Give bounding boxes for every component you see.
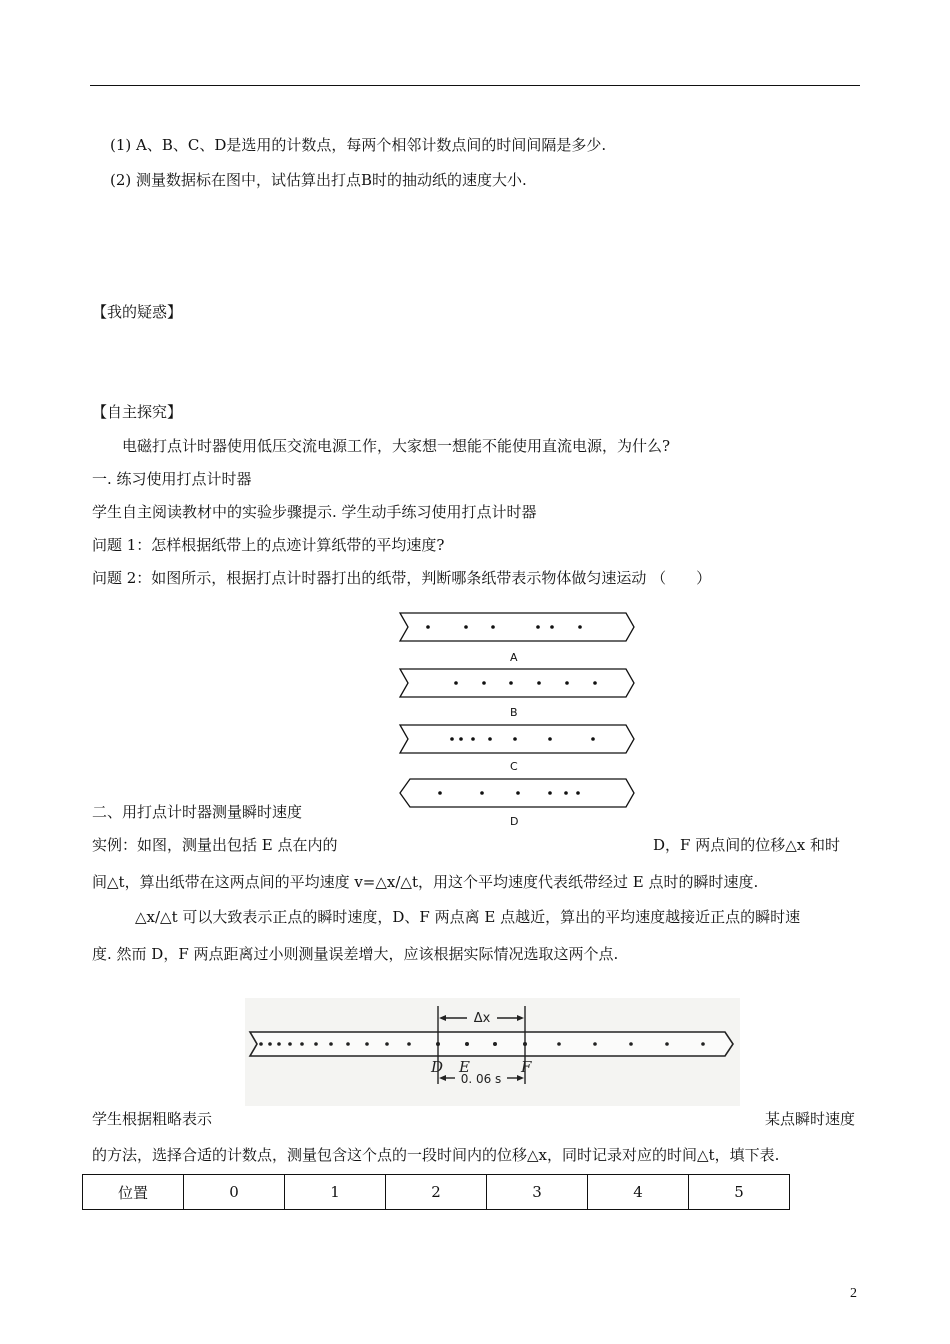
- student-text-b: 某点瞬时速度: [765, 1110, 856, 1128]
- student-text-c: 的方法，选择合适的计数点，测量包含这个点的一段时间内的位移△x，同时记录对应的时间△t，填下表.: [92, 1146, 780, 1164]
- example-text-a: 实例：如图，测量出包括 E 点在内的: [92, 836, 338, 854]
- example-text-b: D，F 两点间的位移△x 和时: [653, 836, 840, 854]
- table-cell: 2: [386, 1175, 487, 1210]
- question-1: (1) A、B、C、D是选用的计数点，每两个相邻计数点间的时间间隔是多少.: [110, 136, 607, 154]
- part1-title: 一. 练习使用打点计时器: [92, 470, 252, 488]
- table-header-cell: 位置: [83, 1175, 184, 1210]
- question-2: (2) 测量数据标在图中，试估算出打点B时的抽动纸的速度大小.: [110, 171, 527, 189]
- dt-label: 0. 06 s: [460, 1072, 502, 1086]
- tape-label-c: C: [510, 760, 518, 773]
- page-number: 2: [850, 1286, 857, 1301]
- point-f-label: F: [521, 1058, 532, 1076]
- point-e-label: E: [459, 1058, 470, 1076]
- paragraph-2: 度. 然而 D，F 两点距离过小则测量误差增大，应该根据实际情况选取这两个点.: [92, 945, 619, 963]
- tape-label-b: B: [510, 706, 518, 719]
- example-text-c: 间△t，算出纸带在这两点间的平均速度 v=△x/△t，用这个平均速度代表纸带经过 E 点时的瞬时速度.: [92, 873, 759, 891]
- paragraph-1: △x/△t 可以大致表示正点的瞬时速度，D、F 两点离 E 点越近，算出的平均速度越接近正点的瞬时速: [135, 908, 801, 926]
- table-cell: 3: [487, 1175, 588, 1210]
- dx-label: Δx: [473, 1011, 491, 1026]
- problem-2: 问题 2：如图所示，根据打点计时器打出的纸带，判断哪条纸带表示物体做匀速运动 （ ）: [92, 569, 712, 587]
- section-doubt: 【我的疑惑】: [92, 303, 183, 321]
- part2-title: 二、用打点计时器测量瞬时速度: [92, 803, 303, 821]
- position-table: [82, 1174, 790, 1210]
- tape-b: [400, 669, 634, 697]
- table-cell: 4: [588, 1175, 689, 1210]
- part1-text: 学生自主阅读教材中的实验步骤提示. 学生动手练习使用打点计时器: [92, 503, 537, 521]
- def-tape-figure: [245, 998, 740, 1106]
- section-explore: 【自主探究】: [92, 403, 183, 421]
- paper-tapes-figure: [390, 605, 640, 835]
- table-row: [83, 1175, 790, 1210]
- tape-label-a: A: [510, 651, 518, 664]
- tape-a: [400, 613, 634, 641]
- problem-1: 问题 1：怎样根据纸带上的点迹计算纸带的平均速度?: [92, 536, 445, 554]
- intro-text: 电磁打点计时器使用低压交流电源工作，大家想一想能不能使用直流电源，为什么?: [122, 437, 671, 455]
- header-rule: [90, 85, 860, 86]
- tape-label-d: D: [510, 815, 519, 828]
- tape-c: [400, 725, 634, 753]
- table-cell: 0: [184, 1175, 285, 1210]
- student-text-a: 学生根据粗略表示: [92, 1110, 213, 1128]
- point-d-label: D: [431, 1058, 444, 1076]
- table-cell: 1: [285, 1175, 386, 1210]
- table-cell: 5: [689, 1175, 790, 1210]
